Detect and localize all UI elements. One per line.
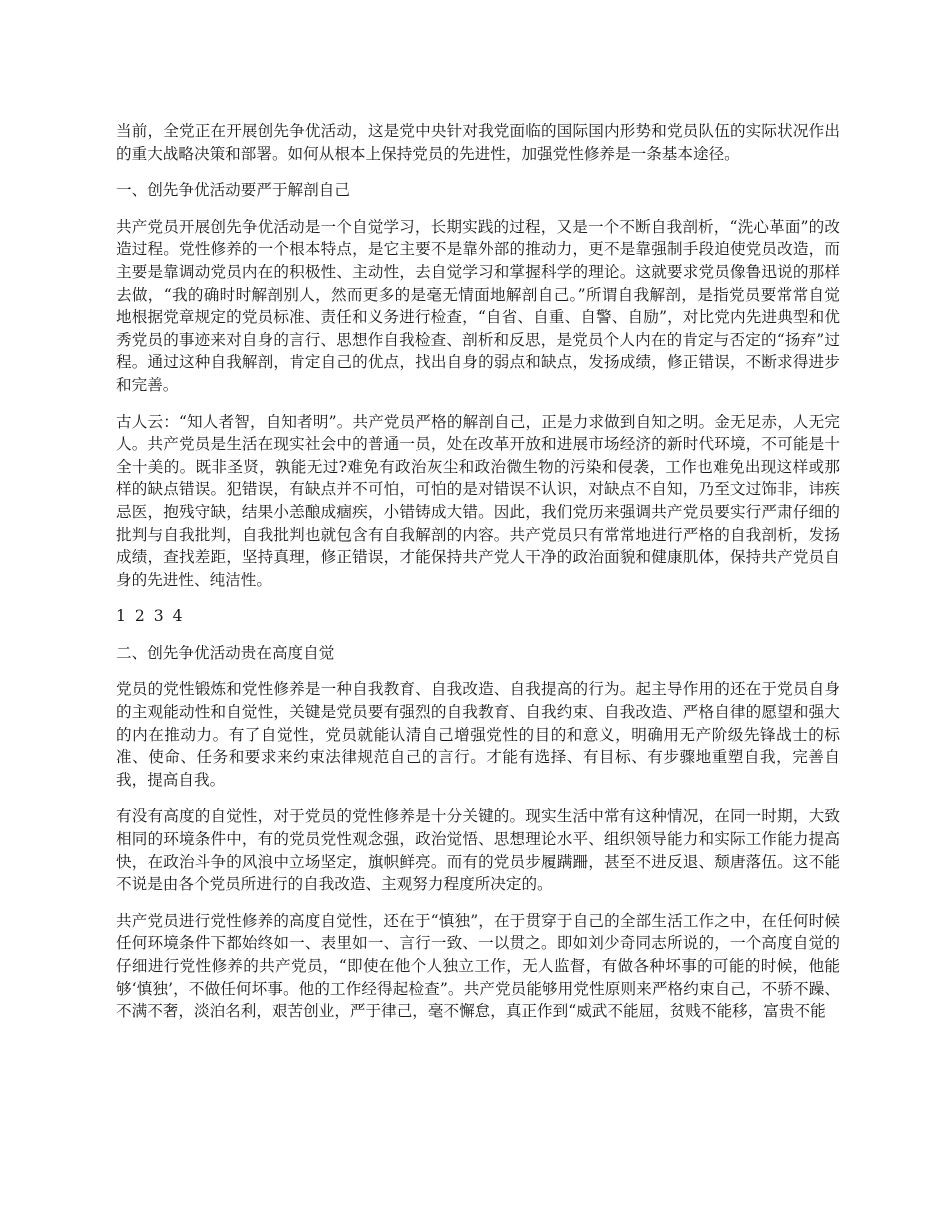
document-body (116, 120, 840, 1037)
section-2-paragraph-2: 有没有高度的自觉性，对于党员的党性修养是十分关键的。现实生活中常有这种情况，在同一时期，大致相同的环境条件中，有的党员党性观念强，政治觉悟、思想理论水平、组织领导能力和实际工作能力提高快，在政治斗争的风浪中立场坚定，旗帜鲜亮。而有的党员步履蹒跚，甚至不进反退、颓唐落伍。这不能不说是由各个党员所进行的自我改造、主观努力程度所决定的。 (116, 807, 840, 894)
section-2-heading: 二、创先争优活动贵在高度自觉 (116, 643, 335, 662)
section-1-heading: 一、创先争优活动要严于解剖自己 (116, 181, 350, 200)
pagination: 1 2 3 4 (116, 607, 185, 626)
section-2-paragraph-1: 党员的党性锻炼和党性修养是一种自我教育、自我改造、自我提高的行为。起主导作用的还在于党员自身的主观能动性和自觉性，关键是党员要有强烈的自我教育、自我约束、自我改造、严格自律的愿望和强大的内在推动力。有了自觉性，党员就能认清自己增强党性的目的和意义，明确用无产阶级先锋战士的标准、使命、任务和要求来约束法律规范自己的言行。才能有选择、有目标、有步骤地重塑自我，完善自我，提高自我。 (116, 680, 840, 789)
section-1-paragraph-2: 古人云：“知人者智，自知者明”。共产党员严格的解剖自己，正是力求做到自知之明。金无足赤，人无完人。共产党员是生活在现实社会中的普通一员，处在改革开放和进展市场经济的新时代环境，不可能是十全十美的。既非圣贤，孰能无过?难免有政治灰尘和政治微生物的污染和侵袭，工作也难免出现这样或那样的缺点错误。犯错误，有缺点并不可怕，可怕的是对错误不认识，对缺点不自知，乃至文过饰非，讳疾忌医，抱残守缺，结果小恙酿成痼疾，小错铸成大错。因此，我们党历来强调共产党员要实行严肃仔细的批判与自我批判，自我批判也就包含有自我解剖的内容。共产党员只有常常地进行严格的自我剖析，发扬成绩，查找差距，坚持真理，修正错误，才能保持共产党人干净的政治面貌和健康肌体，保持共产党员自身的先进性、纯洁性。 (116, 412, 840, 589)
section-1-paragraph-1: 共产党员开展创先争优活动是一个自觉学习，长期实践的过程，又是一个不断自我剖析，“洗心革面”的改造过程。党性修养的一个根本特点，是它主要不是靠外部的推动力，更不是靠强制手段迫使党员改造，而主要是靠调动党员内在的积极性、主动性，去自觉学习和掌握科学的理论。这就要求党员像鲁迅说的那样去做，“我的确时时解剖别人，然而更多的是毫无情面地解剖自己。”所谓自我解剖，是指党员要常常自觉地根据党章规定的党员标准、责任和义务进行检查，“自省、自重、自警、自励”，对比党内先进典型和优秀党员的事迹来对自身的言行、思想作自我检查、剖析和反思，是党员个人内在的肯定与否定的“扬弃”过程。通过这种自我解剖，肯定自己的优点，找出自身的弱点和缺点，发扬成绩，修正错误，不断求得进步和完善。 (116, 217, 840, 394)
section-2-paragraph-3: 共产党员进行党性修养的高度自觉性，还在于“慎独”，在于贯穿于自己的全部生活工作之中，在任何时候任何环境条件下都始终如一、表里如一、言行一致、一以贯之。即如刘少奇同志所说的，一个高度自觉的仔细进行党性修养的共产党员，“即使在他个人独立工作，无人监督，有做各种坏事的可能的时候，他能够‘慎独’，不做任何坏事。他的工作经得起检查”。共产党员能够用党性原则来严格约束自己，不骄不躁、不满不奢，淡泊名利，艰苦创业，严于律己，毫不懈怠，真正作到“威武不能屈，贫贱不能移，富贵不能 (116, 911, 840, 1021)
intro-paragraph: 当前，全党正在开展创先争优活动，这是党中央针对我党面临的国际国内形势和党员队伍的实际状况作出的重大战略决策和部署。如何从根本上保持党员的先进性，加强党性修养是一条基本途径。 (116, 122, 840, 163)
